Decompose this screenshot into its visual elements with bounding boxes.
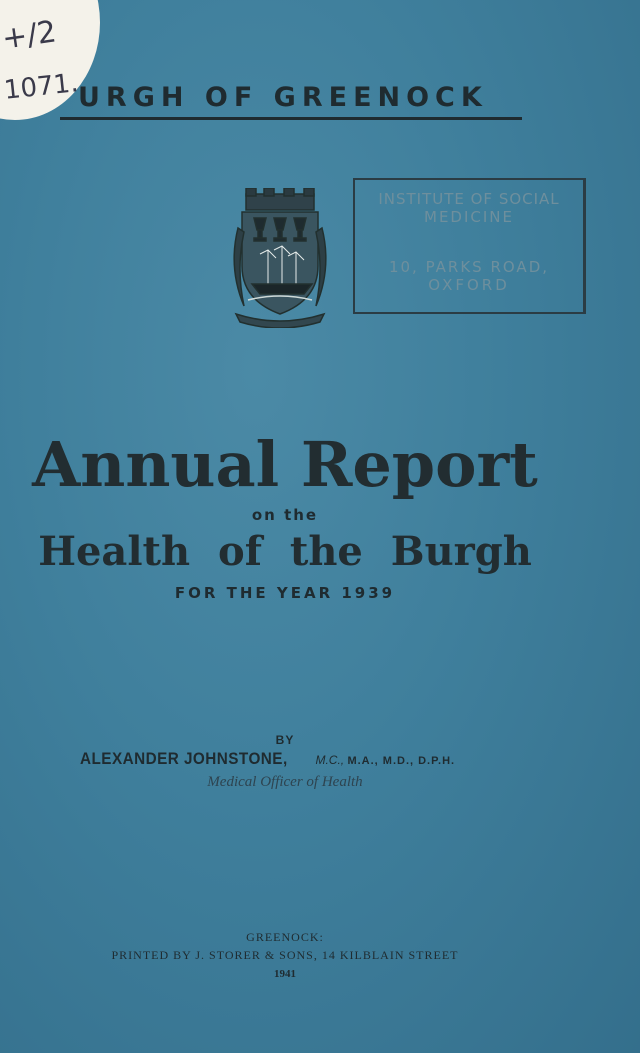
- author-degrees: M.A., M.D., D.P.H.: [347, 755, 456, 767]
- burgh-header: URGH OF GREENOCK: [78, 82, 488, 113]
- stamp-line-address: 10, PARKS ROAD,: [388, 258, 550, 276]
- imprint-year: 1941: [274, 968, 296, 980]
- library-stamp: [353, 178, 586, 314]
- stamp-line-medicine: MEDICINE: [424, 208, 514, 226]
- report-year: FOR THE YEAR 1939: [174, 584, 396, 602]
- stamp-line-city: OXFORD: [428, 276, 510, 294]
- imprint-place: GREENOCK:: [246, 930, 324, 944]
- author-line: [80, 749, 455, 769]
- handwritten-catalogue-number: 1071.: [2, 68, 80, 106]
- handwritten-number: +/2: [0, 14, 59, 57]
- burgh-crest-ship-icon: [230, 188, 330, 328]
- author-role: Medical Officer of Health: [207, 774, 363, 790]
- report-title: Annual Report: [32, 428, 538, 501]
- by-label: BY: [275, 733, 295, 747]
- author-name: ALEXANDER JOHNSTONE,: [80, 749, 288, 768]
- author-degrees-italic: M.C.,: [315, 753, 348, 767]
- stamp-line-institute: INSTITUTE OF SOCIAL: [378, 190, 560, 208]
- imprint-printer: PRINTED BY J. STORER & SONS, 14 KILBLAIN STREET: [111, 948, 459, 962]
- title-connector: on the: [251, 506, 319, 524]
- header-rule: [60, 117, 522, 120]
- report-subtitle: Health of the Burgh: [38, 528, 532, 575]
